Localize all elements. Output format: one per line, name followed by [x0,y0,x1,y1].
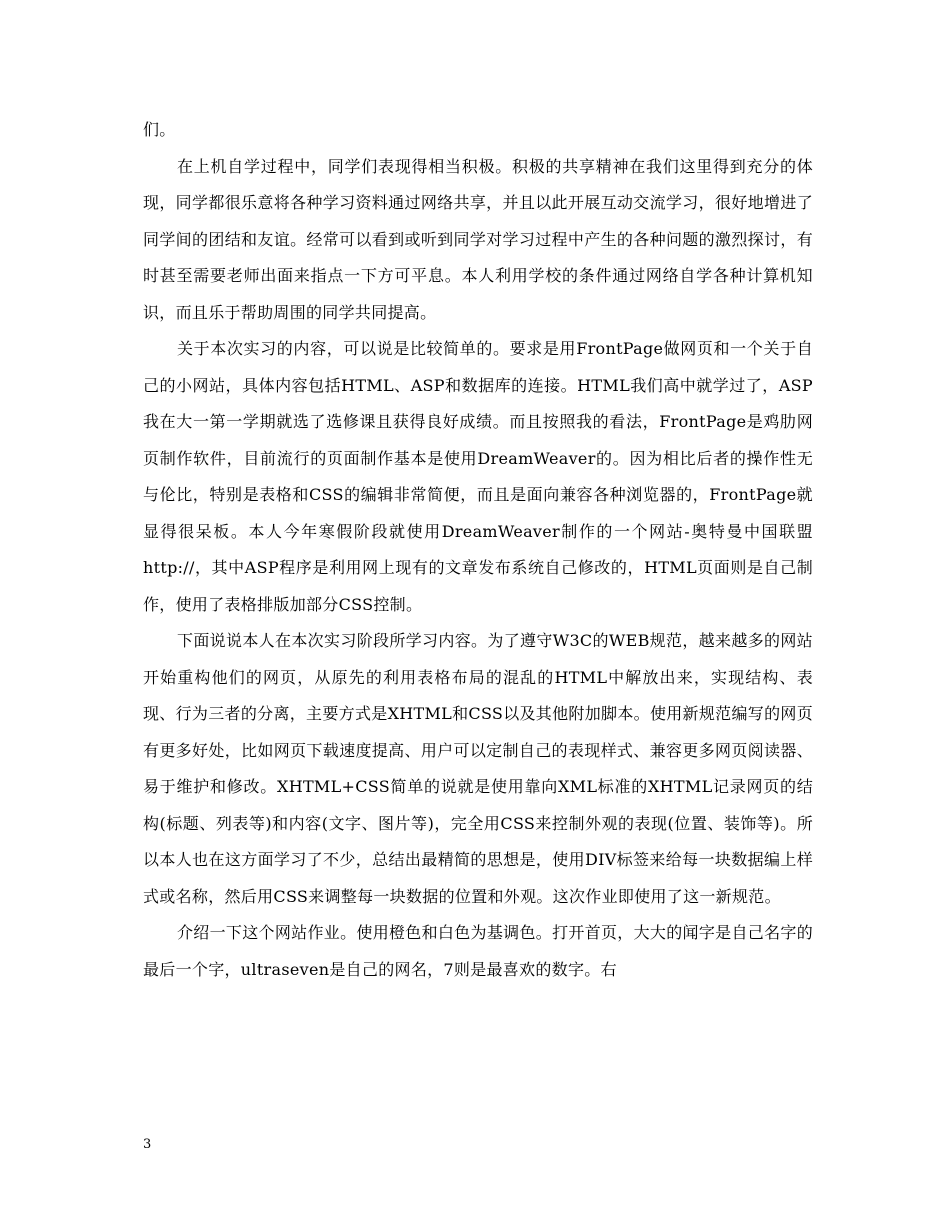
paragraph-internship-content: 关于本次实习的内容，可以说是比较简单的。要求是用FrontPage做网页和一个关于自己的小网站，具体内容包括HTML、ASP和数据库的连接。HTML我们高中就学过了，ASP我在大一第一学期就选了选修课且获得良好成绩。而且按照我的看法，FrontPage是鸡肋网页制作软件，目前流行的页面制作基本是使用DreamWeaver的。因为相比后者的操作性无与伦比，特别是表格和CSS的编辑非常简便，而且是面向兼容各种浏览器的，FrontPage就显得很呆板。本人今年寒假阶段就使用DreamWeaver制作的一个网站-奥特曼中国联盟http://，其中ASP程序是利用网上现有的文章发布系统自己修改的，HTML页面则是自己制作，使用了表格排版加部分CSS控制。 [143,339,813,614]
paragraph-self-study: 在上机自学过程中，同学们表现得相当积极。积极的共享精神在我们这里得到充分的体现，同学都很乐意将各种学习资料通过网络共享，并且以此开展互动交流学习，很好地增进了同学间的团结和友谊。经常可以看到或听到同学对学习过程中产生的各种问题的激烈探讨，有时甚至需要老师出面来指点一下方可平息。本人利用学校的条件通过网络自学各种计算机知识，而且乐于帮助周围的同学共同提高。 [143,156,813,322]
paragraph-continuation: 们。 [143,120,176,139]
paragraph-web-standards: 下面说说本人在本次实习阶段所学习内容。为了遵守W3C的WEB规范，越来越多的网站开始重构他们的网页，从原先的利用表格布局的混乱的HTML中解放出来，实现结构、表现、行为三者的分离，主要方式是XHTML和CSS以及其他附加脚本。使用新规范编写的网页有更多好处，比如网页下载速度提高、用户可以定制自己的表现样式、兼容更多网页阅读器、易于维护和修改。XHTML+CSS简单的说就是使用靠向XML标准的XHTML记录网页的结构(标题、列表等)和内容(文字、图片等)，完全用CSS来控制外观的表现(位置、装饰等)。所以本人也在这方面学习了不少，总结出最精简的思想是，使用DIV标签来给每一块数据编上样式或名称，然后用CSS来调整每一块数据的位置和外观。这次作业即使用了这一新规范。 [143,631,813,906]
body-text [143,112,813,988]
page-number: 3 [143,1137,152,1152]
paragraph-website-intro: 介绍一下这个网站作业。使用橙色和白色为基调色。打开首页，大大的闻字是自己名字的最后一个字，ultraseven是自己的网名，7则是最喜欢的数字。右 [143,923,813,979]
